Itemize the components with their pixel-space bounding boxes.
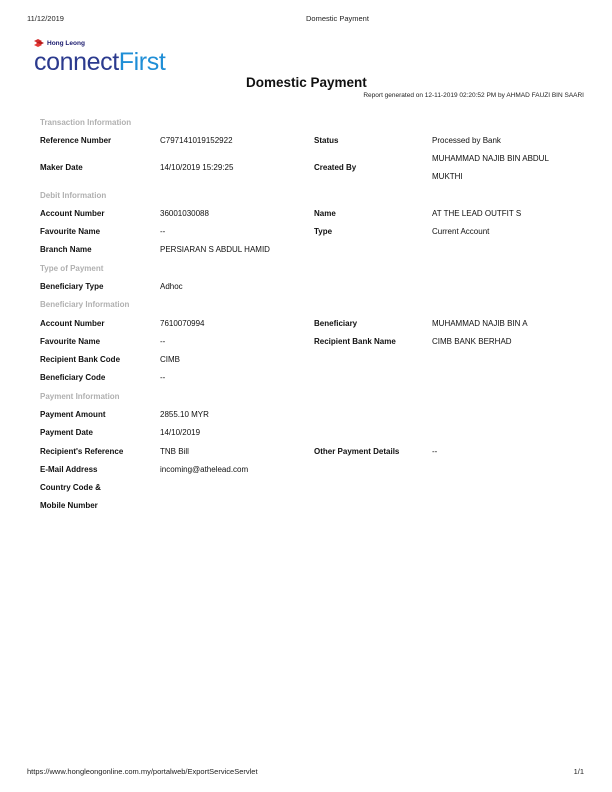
other-payment-details-value: --	[432, 447, 438, 456]
document-title: Domestic Payment	[246, 75, 367, 90]
branch-name-value: PERSIARAN S ABDUL HAMID	[160, 245, 270, 254]
beneficiary-value: MUHAMMAD NAJIB BIN A	[432, 319, 528, 328]
beneficiary-favourite-name-label: Favourite Name	[40, 337, 101, 346]
debit-name-label: Name	[314, 209, 336, 218]
print-footer-page: 1/1	[573, 767, 584, 776]
beneficiary-label: Beneficiary	[314, 319, 358, 328]
print-footer-url: https://www.hongleongonline.com.my/portalweb/ExportServiceServlet	[27, 767, 258, 776]
recipient-reference-value: TNB Bill	[160, 447, 189, 456]
maker-date-value: 14/10/2019 15:29:25	[160, 163, 234, 172]
reference-number-label: Reference Number	[40, 136, 112, 145]
payment-amount-value: 2855.10 MYR	[160, 410, 209, 419]
debit-type-value: Current Account	[432, 227, 490, 236]
beneficiary-account-number-label: Account Number	[40, 319, 105, 328]
recipient-bank-name-value: CIMB BANK BERHAD	[432, 337, 512, 346]
hong-leong-mark-icon	[34, 39, 44, 47]
section-payment-information: Payment Information	[40, 392, 120, 401]
recipient-bank-code-label: Recipient Bank Code	[40, 355, 121, 364]
recipient-bank-name-label: Recipient Bank Name	[314, 337, 396, 346]
created-by-value-line1: MUHAMMAD NAJIB BIN ABDUL	[432, 154, 549, 163]
debit-name-value: AT THE LEAD OUTFIT S	[432, 209, 522, 218]
payment-amount-label: Payment Amount	[40, 410, 106, 419]
section-type-of-payment: Type of Payment	[40, 264, 104, 273]
product-name-part2: First	[118, 48, 166, 76]
country-code-label-line2: Mobile Number	[40, 501, 98, 510]
beneficiary-favourite-name-value: --	[160, 337, 166, 346]
reference-number-value: C797141019152922	[160, 136, 233, 145]
email-address-value: incoming@athelead.com	[160, 465, 249, 474]
payment-date-label: Payment Date	[40, 428, 93, 437]
recipient-reference-label: Recipient's Reference	[40, 447, 124, 456]
debit-account-number-value: 36001030088	[160, 209, 209, 218]
recipient-bank-code-value: CIMB	[160, 355, 180, 364]
print-title: Domestic Payment	[306, 14, 369, 23]
connectfirst-logo	[34, 38, 165, 76]
status-label: Status	[314, 136, 339, 145]
debit-favourite-name-value: --	[160, 227, 166, 236]
branch-name-label: Branch Name	[40, 245, 92, 254]
product-name	[34, 49, 165, 76]
beneficiary-type-value: Adhoc	[160, 282, 183, 291]
created-by-label: Created By	[314, 163, 357, 172]
section-transaction-information: Transaction Information	[40, 118, 132, 127]
other-payment-details-label: Other Payment Details	[314, 447, 400, 456]
report-generated-line: Report generated on 12-11-2019 02:20:52 PM by AHMAD FAUZI BIN SAARI	[363, 92, 584, 99]
payment-date-value: 14/10/2019	[160, 428, 201, 437]
section-debit-information: Debit Information	[40, 191, 107, 200]
beneficiary-type-label: Beneficiary Type	[40, 282, 104, 291]
print-date: 11/12/2019	[27, 14, 64, 23]
debit-account-number-label: Account Number	[40, 209, 105, 218]
brand-name: Hong Leong	[47, 39, 85, 47]
status-value: Processed by Bank	[432, 136, 501, 145]
email-address-label: E-Mail Address	[40, 465, 98, 474]
created-by-value-line2: MUKTHI	[432, 172, 463, 181]
beneficiary-account-number-value: 7610070994	[160, 319, 205, 328]
beneficiary-code-value: --	[160, 373, 166, 382]
product-name-part1: connect	[34, 48, 119, 76]
debit-type-label: Type	[314, 227, 333, 236]
country-code-label-line1: Country Code &	[40, 483, 101, 492]
maker-date-label: Maker Date	[40, 163, 83, 172]
section-beneficiary-information: Beneficiary Information	[40, 300, 130, 309]
beneficiary-code-label: Beneficiary Code	[40, 373, 106, 382]
debit-favourite-name-label: Favourite Name	[40, 227, 101, 236]
